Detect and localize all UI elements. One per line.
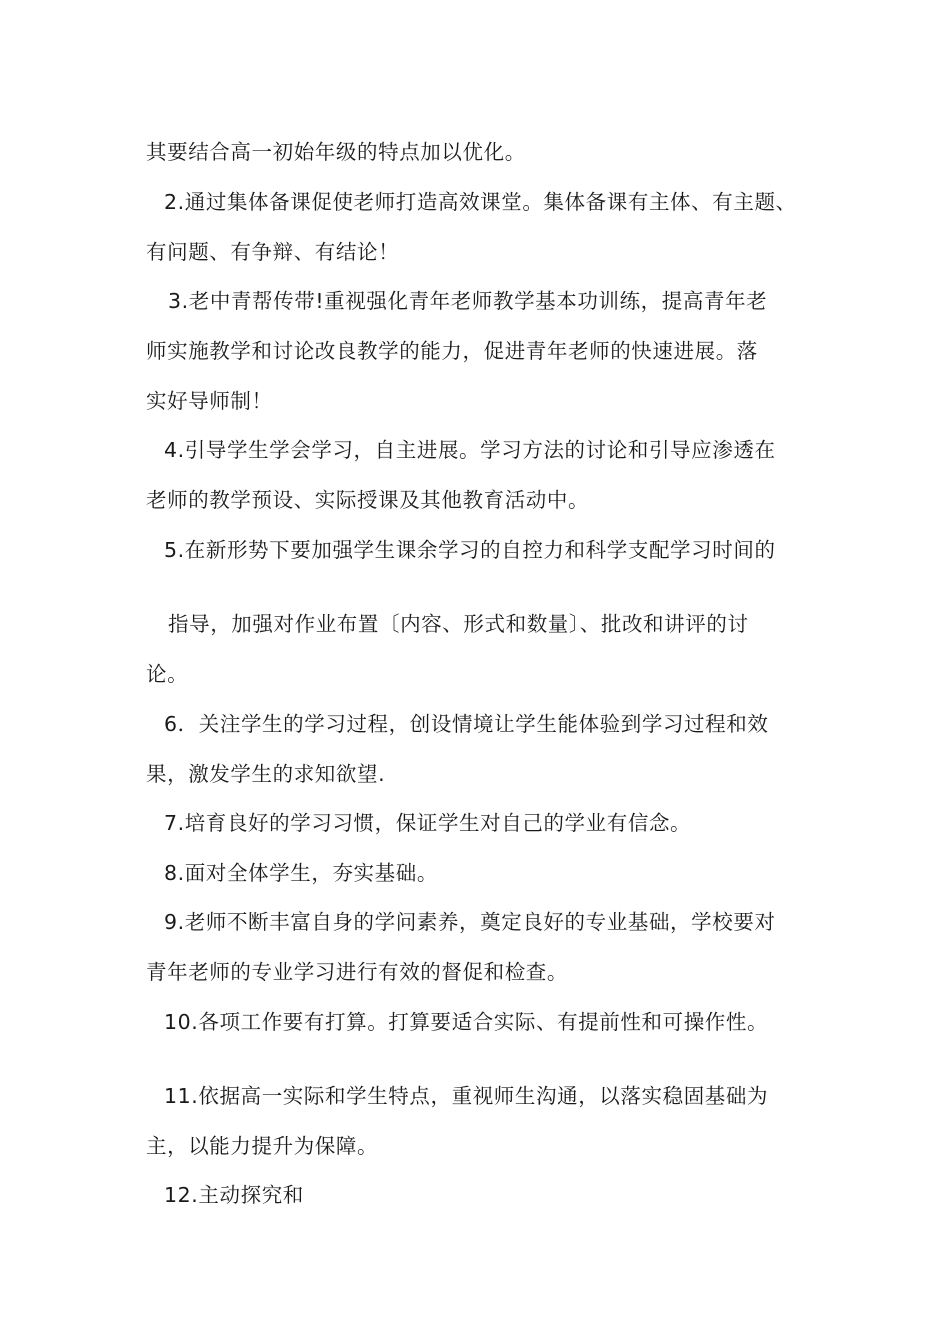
text-line: 有问题、有争辩、有结论！ (146, 240, 400, 264)
list-item-11: 11.依据高一实际和学生特点，重视师生沟通，以落实稳固基础为 (164, 1084, 769, 1108)
list-item-4: 4.引导学生学会学习，自主进展。学习方法的讨论和引导应渗透在 (164, 438, 776, 462)
list-item-2: 2.通过集体备课促使老师打造高效课堂。集体备课有主体、有主题、 (164, 190, 797, 214)
text-line: 老师的教学预设、实际授课及其他教育活动中。 (146, 488, 590, 512)
text-line: 师实施教学和讨论改良教学的能力，促进青年老师的快速进展。落 (146, 339, 758, 363)
text-line: 论。 (146, 662, 189, 686)
list-item-7: 7.培育良好的学习习惯，保证学生对自己的学业有信念。 (164, 811, 692, 835)
text-line: 主，以能力提升为保障。 (146, 1134, 379, 1158)
text-line: 实好导师制！ (146, 389, 273, 413)
list-item-12: 12.主动探究和 (164, 1183, 304, 1207)
list-item-5: 5.在新形势下要加强学生课余学习的自控力和科学支配学习时间的 (164, 538, 776, 562)
text-line: 青年老师的专业学习进行有效的督促和检查。 (146, 960, 568, 984)
list-item-9: 9.老师不断丰富自身的学问素养，奠定良好的专业基础，学校要对 (164, 910, 776, 934)
list-item-3: 3.老中青帮传带!重视强化青年老师教学基本功训练，提高青年老 (168, 289, 768, 313)
text-line: 其要结合高一初始年级的特点加以优化。 (146, 140, 526, 164)
list-item-8: 8.面对全体学生，夯实基础。 (164, 861, 438, 885)
list-item-6: 6．关注学生的学习过程，创设情境让学生能体验到学习过程和效 (164, 712, 769, 736)
text-line: 指导，加强对作业布置〔内容、形式和数量〕、批改和讲评的讨 (168, 612, 749, 636)
text-line: 果，激发学生的求知欲望. (146, 762, 386, 786)
list-item-10: 10.各项工作要有打算。打算要适合实际、有提前性和可操作性。 (164, 1010, 769, 1034)
